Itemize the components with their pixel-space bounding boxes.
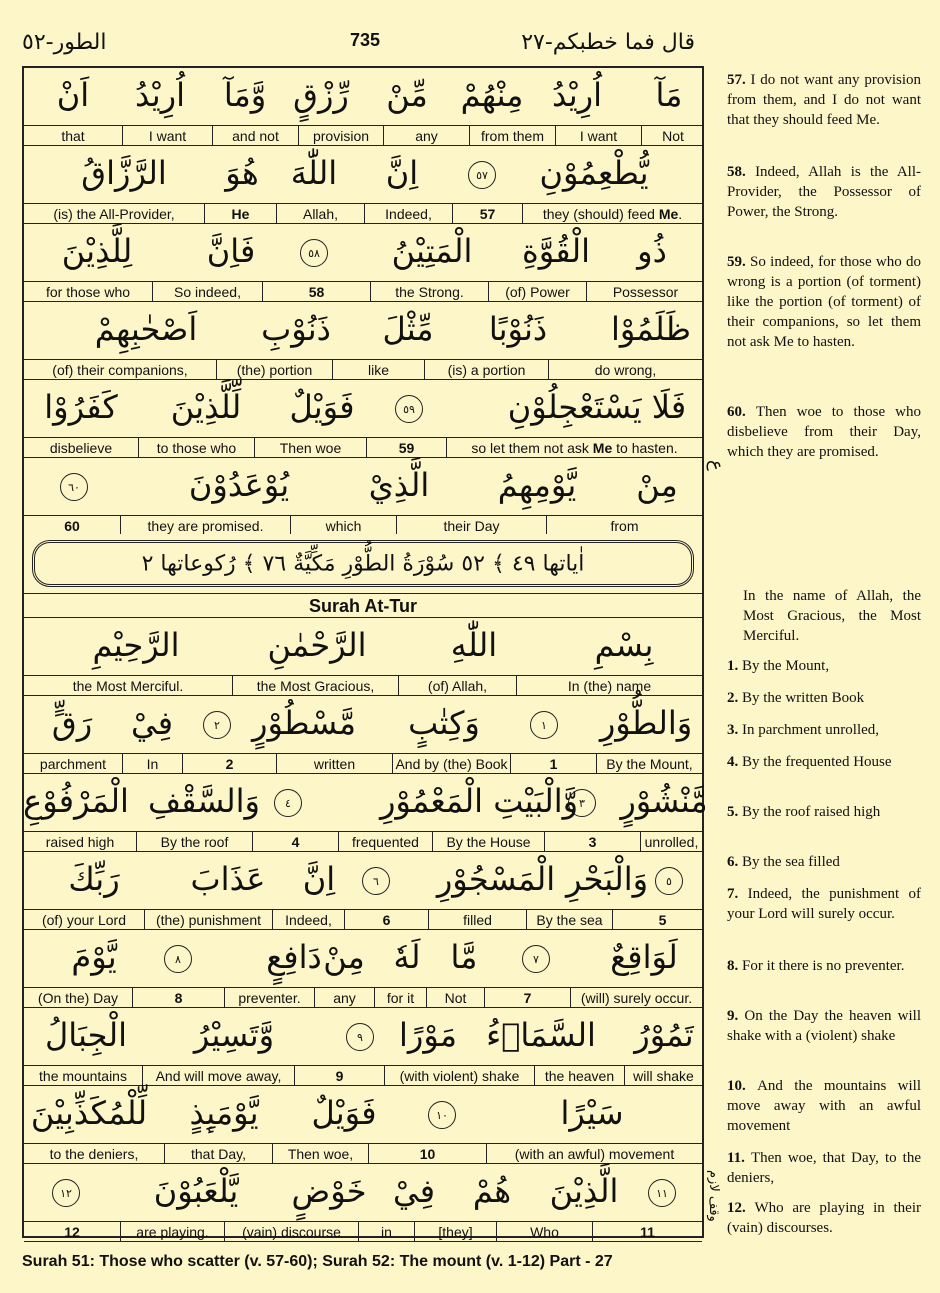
arabic-word: خَوْضٍ	[291, 1172, 367, 1210]
arabic-word: الْمَسْجُوْرِ	[436, 860, 556, 898]
ayah-end-marker: ٦	[362, 867, 390, 895]
waqf-mark: وقف لازم	[706, 1170, 721, 1222]
english-row	[24, 988, 702, 1008]
arabic-word: وَالسَّقْفِ	[148, 782, 260, 820]
translation-cell: Possessor	[586, 282, 704, 302]
arabic-word: الْقُوَّةِ	[521, 232, 591, 270]
ayah-end-marker: ١	[530, 711, 558, 739]
arabic-word: تَمُوْرُ	[634, 1016, 694, 1054]
translation-cell: that Day,	[164, 1144, 272, 1164]
arabic-word: يَّوْمَ	[71, 938, 117, 976]
note-number: 6.	[727, 854, 742, 870]
note-number: 5.	[727, 804, 742, 820]
translation-cell: their Day	[396, 516, 546, 536]
verse-note	[727, 1198, 921, 1238]
arabic-word: اُرِيْدُ	[134, 76, 186, 114]
verse-note	[727, 162, 921, 222]
verse-number-cell: 58	[262, 282, 370, 302]
note-number: 11.	[727, 1150, 751, 1166]
verse-number-cell: 4	[252, 832, 338, 852]
arabic-word: السَّمَاۗءُ	[486, 1016, 596, 1054]
header-juz-name: قال فما خطبكم-٢٧	[521, 30, 695, 55]
note-number: 3.	[727, 722, 742, 738]
ruku-mark: ع	[706, 460, 727, 471]
translation-cell: (with violent) shake	[384, 1066, 534, 1086]
arabic-word: وَالطُّوْرِ	[599, 704, 693, 742]
english-row	[24, 1222, 702, 1242]
verse-number-cell: 60	[64, 518, 80, 534]
verse-note	[727, 1006, 921, 1046]
arabic-word: يُوْعَدُوْنَ	[188, 466, 290, 504]
ayah-end-marker: ٥٧	[468, 161, 496, 189]
verse-note	[727, 720, 921, 740]
translation-cell: In (the) name	[516, 676, 702, 696]
verse-number-cell: 9	[294, 1066, 384, 1086]
translation-cell: that	[61, 128, 85, 144]
verse-number-cell: 12	[64, 1224, 80, 1240]
arabic-word: يُّطْعِمُوْنِ	[539, 154, 649, 192]
verse-note	[727, 656, 921, 676]
ayah-end-marker: ٥٨	[300, 239, 328, 267]
translation-cell: provision	[298, 126, 383, 146]
translation-cell: disbelieve	[49, 440, 113, 456]
arabic-row	[24, 930, 702, 988]
note-number: 59.	[727, 254, 751, 270]
note-number: 1.	[727, 658, 742, 674]
translation-cell: from them	[469, 126, 555, 146]
verse-note	[727, 884, 921, 924]
translation-cell: do wrong,	[548, 360, 702, 380]
arabic-word: الَّذِيْنَ	[549, 1172, 619, 1210]
arabic-word: دَافِعٍ	[266, 938, 322, 976]
arabic-word: فِيْ	[393, 1172, 435, 1210]
arabic-word: فَوَيْلٌ	[289, 388, 355, 426]
note-text: By the sea filled	[742, 854, 840, 870]
note-text: In parchment unrolled,	[742, 722, 880, 738]
arabic-word: وَكِتٰبٍ	[408, 704, 480, 742]
english-row	[24, 360, 702, 380]
english-row	[24, 282, 702, 302]
note-number: 4.	[727, 754, 742, 770]
arabic-word: وَّمَآ	[223, 76, 267, 114]
arabic-word: يَّوْمَىِٕذٍ	[189, 1094, 259, 1132]
arabic-word: مَّا	[450, 938, 478, 976]
arabic-word: مِّنْ	[386, 76, 428, 114]
translation-cell: Not	[641, 126, 704, 146]
translation-cell: By the House	[432, 832, 544, 852]
note-number: 9.	[727, 1008, 745, 1024]
ayah-end-marker: ٨	[164, 945, 192, 973]
arabic-word: رَقٍّ	[51, 704, 93, 742]
arabic-word: الرَّزَّاقُ	[81, 154, 167, 192]
translation-cell: the Most Merciful.	[72, 678, 184, 694]
surah-banner	[24, 534, 702, 594]
translation-cell: I want	[555, 126, 641, 146]
verse-number-cell: 1	[510, 754, 596, 774]
ayah-end-marker: ٧	[522, 945, 550, 973]
arabic-row	[24, 1008, 702, 1066]
arabic-word: وَالْبَحْرِ	[565, 860, 649, 898]
arabic-row	[24, 68, 702, 126]
translation-cell: And will move away,	[142, 1066, 294, 1086]
translation-cell: (vain) discourse	[224, 1222, 358, 1242]
translation-cell: (of) their companions,	[52, 362, 188, 378]
translation-cell: Not	[426, 988, 484, 1008]
translation-cell: [they]	[414, 1222, 496, 1242]
arabic-word: فَلَا يَسْتَعْجِلُوْنِ	[507, 388, 687, 426]
translation-cell: By the Mount,	[596, 754, 702, 774]
verse-note	[727, 956, 921, 976]
translation-grid	[22, 66, 708, 1240]
surah-title: Surah At-Tur	[24, 594, 702, 618]
arabic-row	[24, 302, 702, 360]
verse-number-cell: 57	[452, 204, 522, 224]
translation-cell: like	[332, 360, 424, 380]
banner-text: اٰياتها ٤٩ ﴾ ٥٢ سُوْرَةُ الطُّوْرِ مَكِّيَّةٌ ٧٦ ﴾ رُكوعاتها ٢	[141, 551, 585, 576]
note-text: Who are playing in their (vain) discourses.	[727, 1200, 922, 1236]
translation-cell: any	[383, 126, 469, 146]
english-row	[24, 910, 702, 930]
arabic-word: رِّزْقٍ	[293, 76, 349, 114]
english-row	[24, 1066, 702, 1086]
page-footer: Surah 51: Those who scatter (v. 57-60); Surah 52: The mount (v. 1-12) Part - 27	[22, 1253, 613, 1270]
arabic-word: وَّالْبَيْتِ الْمَعْمُوْرِ	[379, 782, 579, 820]
english-row	[24, 676, 702, 696]
ayah-end-marker: ١٢	[52, 1179, 80, 1207]
translation-cell: By the sea	[526, 910, 612, 930]
arabic-word: الْجِبَالُ	[45, 1016, 127, 1054]
translation-cell: which	[290, 516, 396, 536]
note-text: By the written Book	[742, 690, 865, 706]
english-row	[24, 438, 702, 458]
verse-number-cell: 3	[544, 832, 640, 852]
arabic-word: رَبِّكَ	[68, 860, 120, 898]
translation-cell: (of) Power	[488, 282, 586, 302]
verse-note	[727, 1148, 921, 1188]
arabic-word: اُرِيْدُ	[551, 76, 603, 114]
arabic-row	[24, 380, 702, 438]
arabic-word: بِسْمِ	[594, 626, 654, 664]
english-row	[24, 204, 702, 224]
note-text: In the name of Allah, the Most Gracious, the Most Merciful.	[743, 588, 921, 644]
note-text: Then woe to those who disbelieve from their Day, which they are promised.	[727, 404, 921, 460]
note-number: 10.	[727, 1078, 758, 1094]
page-number: 735	[350, 30, 381, 50]
verse-note	[727, 70, 921, 130]
ayah-end-marker: ٦٠	[60, 473, 88, 501]
verse-note	[727, 802, 921, 822]
translation-cell: will shake	[624, 1066, 702, 1086]
translation-cell: they (should) feed Me.	[522, 204, 702, 224]
english-row	[24, 832, 702, 852]
arabic-word: الْمَرْفُوْعِ	[23, 782, 129, 820]
arabic-word: هُمْ	[472, 1172, 512, 1210]
arabic-word: فَوَيْلٌ	[311, 1094, 377, 1132]
note-number: 58.	[727, 164, 756, 180]
arabic-word: لِلَّذِيْنَ	[61, 232, 133, 270]
verse-note	[727, 852, 921, 872]
arabic-word: مَآ	[655, 76, 683, 114]
arabic-word: هُوَ	[225, 154, 259, 192]
note-number: 57.	[727, 72, 751, 88]
translation-cell: and not	[212, 126, 298, 146]
translation-cell: Indeed,	[364, 204, 452, 224]
verse-number-cell: 7	[484, 988, 570, 1008]
translation-cell: Who	[496, 1222, 592, 1242]
note-text: By the Mount,	[742, 658, 830, 674]
verse-number-cell: 5	[612, 910, 712, 930]
ayah-end-marker: ٥	[655, 867, 683, 895]
translation-cell: (is) a portion	[424, 360, 548, 380]
arabic-word: لِّلْمُكَذِّبِيْنَ	[30, 1094, 148, 1132]
arabic-word: مِنْهُمْ	[460, 76, 524, 114]
arabic-word: الْمَتِيْنُ	[391, 232, 473, 270]
arabic-word: الرَّحِيْمِ	[92, 626, 180, 664]
translation-cell: (will) surely occur.	[570, 988, 702, 1008]
translation-cell: Indeed,	[272, 910, 344, 930]
arabic-row	[24, 696, 702, 754]
translation-cell: the Strong.	[370, 282, 488, 302]
note-text: By the roof raised high	[742, 804, 881, 820]
translation-cell: (On the) Day	[37, 990, 119, 1006]
arabic-word: اللّٰهَ	[290, 154, 338, 192]
ayah-end-marker: ١٠	[428, 1101, 456, 1129]
arabic-word: مَوْرًا	[398, 1016, 458, 1054]
arabic-word: كَفَرُوْا	[44, 388, 118, 426]
translation-cell: frequented	[338, 832, 432, 852]
arabic-row	[24, 852, 702, 910]
note-text: Indeed, the punishment of your Lord will surely occur.	[727, 886, 921, 922]
translation-cell: to the deniers,	[49, 1146, 139, 1162]
translation-cell: for those who	[45, 284, 131, 300]
arabic-word: ظَلَمُوْا	[611, 310, 691, 348]
verse-number-cell: 6	[344, 910, 428, 930]
translation-cell: the heaven	[534, 1066, 624, 1086]
verse-number-cell: 59	[366, 438, 446, 458]
english-row	[24, 126, 702, 146]
note-number: 8.	[727, 958, 742, 974]
translation-cell: And by (the) Book	[392, 754, 510, 774]
arabic-word: يَّلْعَبُوْنَ	[153, 1172, 239, 1210]
translation-cell: the mountains	[39, 1068, 127, 1084]
translation-cell: preventer.	[224, 988, 314, 1008]
translation-cell: the Most Gracious,	[232, 676, 398, 696]
arabic-word: اَصْحٰبِهِمْ	[94, 310, 198, 348]
arabic-row	[24, 458, 702, 516]
arabic-word: سَيْرًا	[560, 1094, 624, 1132]
arabic-word: لَهٗ	[393, 938, 421, 976]
verse-note	[727, 1076, 921, 1136]
translation-cell: so let them not ask Me to hasten.	[446, 438, 702, 458]
english-row	[24, 754, 702, 774]
english-row	[24, 516, 702, 536]
note-text: I do not want any provision from them, and I do not want that they should feed Me.	[727, 72, 921, 128]
note-text: For it there is no preventer.	[742, 958, 905, 974]
translation-cell: Allah,	[276, 204, 364, 224]
arabic-row	[24, 1164, 702, 1222]
arabic-word: الَّذِيْ	[368, 466, 430, 504]
header-surah-name: الطور-٥٢	[22, 30, 107, 55]
note-number: 60.	[727, 404, 756, 420]
translation-cell: written	[276, 754, 392, 774]
verse-number-cell: 2	[182, 754, 276, 774]
translation-cell: parchment	[39, 756, 107, 772]
translation-cell: any	[314, 988, 374, 1008]
arabic-word: مِنْ	[323, 938, 365, 976]
translation-cell: filled	[428, 910, 526, 930]
arabic-word: وَّتَسِيْرُ	[193, 1016, 275, 1054]
translation-cell: (of) your Lord	[41, 912, 127, 928]
note-number: 2.	[727, 690, 742, 706]
note-text: Then woe, that Day, to the deniers,	[727, 1150, 921, 1186]
translation-cell: from	[546, 516, 702, 536]
arabic-word: لِّلَّذِيْنَ	[170, 388, 242, 426]
note-number: 7.	[727, 886, 748, 902]
arabic-word: فَاِنَّ	[206, 232, 256, 270]
arabic-row	[23, 774, 708, 832]
translation-cell: (the) punishment	[144, 910, 272, 930]
arabic-word: اَنْ	[56, 76, 90, 114]
arabic-word: لَوَاقِعٌ	[610, 938, 678, 976]
arabic-row	[24, 224, 702, 282]
arabic-word: اِنَّ	[385, 154, 419, 192]
translation-cell: He	[204, 204, 276, 224]
verse-note	[727, 752, 921, 772]
arabic-word: مَّسْطُوْرٍ	[252, 704, 356, 742]
arabic-row	[24, 618, 702, 676]
verse-note	[727, 688, 921, 708]
arabic-word: ذُو	[637, 232, 667, 270]
translation-cell: unrolled,	[640, 832, 702, 852]
translation-cell: to those who	[138, 438, 254, 458]
note-text: Indeed, Allah is the All-Provider, the Possessor of Power, the Strong.	[727, 164, 921, 220]
note-text: So indeed, for those who do wrong is a portion (of torment) like the portion (of torment) of their companions, so let them not ask Me to hasten.	[727, 254, 921, 350]
note-text: By the frequented House	[742, 754, 892, 770]
translation-cell: So indeed,	[152, 282, 262, 302]
verse-note	[727, 586, 921, 646]
ayah-end-marker: ١١	[648, 1179, 676, 1207]
arabic-word: يَّوْمِهِمُ	[497, 466, 577, 504]
arabic-row	[24, 146, 702, 204]
translation-cell: raised high	[45, 834, 115, 850]
verse-note	[727, 252, 921, 352]
translation-cell: (of) Allah,	[398, 676, 516, 696]
arabic-word: عَذَابَ	[190, 860, 266, 898]
ayah-end-marker: ٩	[346, 1023, 374, 1051]
english-row	[24, 1144, 702, 1164]
arabic-row	[24, 1086, 702, 1144]
verse-number-cell: 10	[368, 1144, 486, 1164]
translation-cell: they are promised.	[120, 516, 290, 536]
translation-cell: Then woe,	[272, 1144, 368, 1164]
translation-cell: In	[122, 754, 182, 774]
arabic-word: مَّنْشُوْرٍ	[620, 782, 708, 820]
arabic-word: اللّٰهِ	[450, 626, 498, 664]
note-text: And the mountains will move away with an awful movement	[727, 1078, 921, 1134]
note-number: 12.	[727, 1200, 755, 1216]
arabic-word: ذَنُوْبًا	[488, 310, 548, 348]
translation-cell: in	[358, 1222, 414, 1242]
note-text: On the Day the heaven will shake with a (violent) shake	[727, 1008, 922, 1044]
arabic-word: اِنَّ	[302, 860, 336, 898]
ayah-end-marker: ٤	[274, 789, 302, 817]
verse-number-cell: 11	[592, 1222, 702, 1242]
arabic-word: مِّثْلَ	[382, 310, 434, 348]
arabic-word: مِنْ	[636, 466, 678, 504]
arabic-word: الرَّحْمٰنِ	[267, 626, 367, 664]
translation-cell: (with an awful) movement	[486, 1144, 702, 1164]
translation-cell: (the) portion	[216, 360, 332, 380]
translation-cell: By the roof	[136, 832, 252, 852]
ayah-end-marker: ٣	[568, 789, 596, 817]
verse-number-cell: 8	[132, 988, 224, 1008]
arabic-word: فِيْ	[131, 704, 173, 742]
ayah-end-marker: ٢	[203, 711, 231, 739]
translation-cell: I want	[122, 126, 212, 146]
arabic-word: ذَنُوْبِ	[261, 310, 331, 348]
translation-cell: (is) the All-Provider,	[53, 206, 175, 222]
translation-cell: are playing.	[120, 1222, 224, 1242]
translation-cell: Then woe	[254, 438, 366, 458]
translation-cell: for it	[374, 988, 426, 1008]
ayah-end-marker: ٥٩	[395, 395, 423, 423]
verse-note	[727, 402, 921, 462]
